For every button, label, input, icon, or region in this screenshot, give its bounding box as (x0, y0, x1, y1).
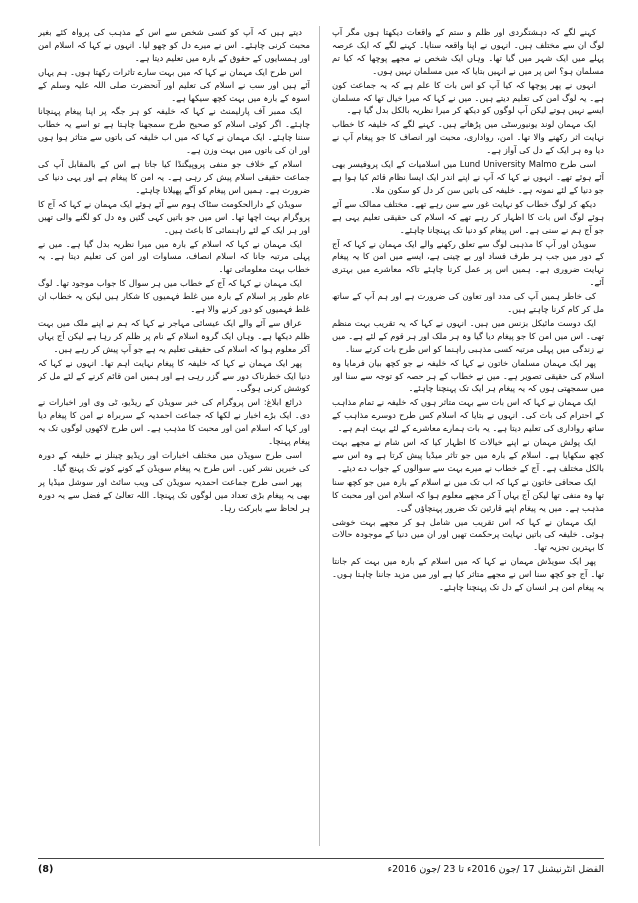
page-number: (8) (38, 863, 54, 875)
paragraph: دیکھ کر لوگ خطاب کو نہایت غور سے سن رہے تھے۔ مختلف ممالک سے آئے ہوئے لوگ اس بات کا اظہار کر رہے تھے کہ اسلام کی حقیقی تعلیم یہی ہے جو آج ہم نے سنی ہے۔ اس پیغام کو دنیا تک پہنچانا چاہئے۔ (332, 198, 604, 235)
paragraph: کہنے لگے کہ دہشتگردی اور ظلم و ستم کے واقعات دیکھتا ہوں مگر آپ لوگ ان سے مختلف ہیں۔ انہوں نے اپنا واقعہ سنایا۔ کہنے لگے کہ ایک عرصہ پہلے میں ایک شہر میں گیا تھا۔ وہاں ایک شخص نے مجھے پوچھا کہ کیا تم مسلمان ہو؟ اس پر میں نے انہیں بتایا کہ میں مسلمان نہیں ہوں۔ (332, 27, 604, 76)
paragraph: ایک مہمان نے کہا کہ اسلام کے بارہ میں میرا نظریہ بدل گیا ہے۔ میں نے پہلی مرتبہ جانا کہ اسلام انصاف، مساوات اور امن کی تعلیم دیتا ہے۔ یہ خطاب بہت معلوماتی تھا۔ (38, 238, 310, 275)
paragraph: ایک پولش مہمان نے اپنے خیالات کا اظہار کیا کہ اس شام نے مجھے بہت کچھ سکھایا ہے۔ اسلام کے بارہ میں جو تاثر میڈیا پیش کرتا ہے وہ اس سے بالکل مختلف ہے۔ آج کے خطاب نے میرے بہت سے سوالوں کے جواب دے دیئے۔ (332, 437, 604, 473)
paragraph: ایک مہمان لوند یونیورسٹی میں پڑھاتے ہیں۔ کہنے لگے کہ خلیفہ کا خطاب نہایت اثر رکھنے والا تھا۔ امن، رواداری، محبت اور انصاف کا جو پیغام آپ نے دیا وہ ہر ایک کے دل کی آواز ہے۔ (332, 119, 604, 156)
right-column (332, 26, 604, 846)
paragraph: عراق سے آئے والے ایک عیسائی مہاجر نے کہا کہ ہم نے اپنے ملک میں بہت ظلم دیکھا ہے۔ وہاں ایک گروہ اسلام کے نام پر ظلم کر رہا ہے لیکن آج یہاں آکر معلوم ہوا کہ اسلام کی حقیقی تعلیم یہ ہے جو آپ پیش کر رہے ہیں۔ (38, 317, 310, 354)
paragraph: سویڈن کے دارالحکومت سٹاک ہوم سے آئے ہوئے ایک مہمان نے کہا کہ آج کا پروگرام بہت اچھا تھا۔ اس میں جو باتیں کہی گئیں وہ دل کو لگنے والی تھیں اور ہر ایک کے لئے راہنمائی کا باعث ہیں۔ (38, 198, 310, 235)
paragraph: انہوں نے پھر پوچھا کہ کیا آپ کو اس بات کا علم ہے کہ یہ جماعت کون ہے۔ یہ لوگ امن کی تعلیم دیتے ہیں۔ میں نے کہا کہ میرا خیال تھا کہ مسلمان ایسے نہیں ہوتے لیکن آپ لوگوں کو دیکھ کر میرا نظریہ بالکل بدل گیا ہے۔ (332, 79, 604, 116)
paragraph: پھر ایک سویڈش مہمان نے کہا کہ میں اسلام کے بارہ میں بہت کم جانتا تھا۔ آج جو کچھ سنا اس نے مجھے متاثر کیا ہے اور میں مزید جاننا چاہتا ہوں۔ یہ پیغام امن ہر انسان کے دل تک پہنچنا چاہئے۔ (332, 556, 604, 593)
paragraph: پھر ایک مہمان مسلمان خاتون نے کہا کہ خلیفہ نے جو کچھ بیان فرمایا وہ اسلام کی حقیقی تصویر ہے۔ میں نے خطاب کے ہر حصہ کو توجہ سے سنا اور میں سمجھتی ہوں کہ یہ پیغام ہر ایک تک پہنچنا چاہئے۔ (332, 357, 604, 394)
paragraph: ایک صحافی خاتون نے کہا کہ اب تک میں نے اسلام کے بارہ میں جو کچھ سنا تھا وہ منفی تھا لیکن آج یہاں آ کر مجھے معلوم ہوا کہ اسلام امن اور محبت کا مذہب ہے۔ میں یہ پیغام اپنے قارئین تک ضرور پہنچاؤں گی۔ (332, 476, 604, 513)
paragraph: پھر اسی طرح جماعت احمدیہ سویڈن کی ویب سائٹ اور سوشل میڈیا پر بھی یہ پیغام بڑی تعداد میں لوگوں تک پہنچا۔ اللہ تعالیٰ کے فضل سے یہ دورہ ہر لحاظ سے بابرکت رہا۔ (38, 476, 310, 513)
page-footer (38, 858, 604, 879)
column-divider (319, 26, 320, 846)
paragraph: اسی طرح Lund University Malmo میں اسلامیات کے ایک پروفیسر بھی آئے ہوئے تھے۔ انہوں نے کہا کہ آپ نے اپنے اندر ایک ایسا نظام قائم کیا ہوا ہے جو دنیا کے لئے نمونہ ہے۔ خلیفہ کی باتیں سن کر دل کو سکون ملا۔ (332, 159, 604, 195)
paragraph: اسی طرح سویڈن میں مختلف اخبارات اور ریڈیو چینلز نے خلیفہ کے دورہ کی خبریں نشر کیں۔ اس طرح یہ پیغام سویڈن کے کونے کونے تک پہنچ گیا۔ (38, 450, 310, 473)
paragraph: ایک مہمان نے کہا کہ اس بات سے بہت متاثر ہوں کہ خلیفہ نے تمام مذاہب کے احترام کی بات کی۔ انہوں نے بتایا کہ اسلام کس طرح دوسرے مذاہب کے ساتھ رواداری کی تعلیم دیتا ہے۔ یہ بات ہمارے معاشرے کے لئے بہت اہم ہے۔ (332, 397, 604, 434)
left-column (38, 26, 310, 846)
paragraph: دیتے ہیں کہ آپ کو کسی شخص سے اس کے مذہب کی پرواہ کئے بغیر محبت کرنی چاہئے۔ اس نے میرے دل کو چھو لیا۔ انہوں نے کہا کہ اسلام امن اور ہمسایوں کے حقوق کے بارہ میں تعلیم دیتا ہے۔ (38, 27, 310, 63)
paragraph: اس طرح ایک مہمان نے کہا کہ میں بہت سارے تاثرات رکھتا ہوں۔ ہم یہاں آئے ہیں اور سب نے اسلام کی تعلیم اور آنحضرت صلی اللہ علیہ وسلم کے اسوہ کے بارہ میں بہت کچھ سیکھا ہے۔ (38, 66, 310, 103)
paragraph: پھر ایک مہمان نے کہا کہ خلیفہ کا پیغام نہایت اہم تھا۔ انہوں نے کہا کہ دنیا ایک خطرناک دور سے گزر رہی ہے اور ہمیں امن قائم کرنے کے لئے مل کر کوشش کرنی ہوگی۔ (38, 357, 310, 394)
paragraph: اسلام کے خلاف جو منفی پروپیگنڈا کیا جاتا ہے اس کے بالمقابل آپ کی جماعت حقیقی اسلام پیش کر رہی ہے۔ یہ امن کا پیغام ہے اور یہی دنیا کی ضرورت ہے۔ ہمیں اس پیغام کو آگے پھیلانا چاہئے۔ (38, 159, 310, 195)
paragraph: ایک مہمان نے کہا کہ اس تقریب میں شامل ہو کر مجھے بہت خوشی ہوئی۔ خلیفہ کی باتیں نہایت پرحکمت تھیں اور ان میں دنیا کے موجودہ حالات کا بہترین تجزیہ تھا۔ (332, 516, 604, 553)
paragraph: ایک مہمان نے کہا کہ آج کے خطاب میں ہر سوال کا جواب موجود تھا۔ لوگ عام طور پر اسلام کے بارہ میں غلط فہمیوں کا شکار ہیں لیکن یہ خطاب ان غلط فہمیوں کو دور کرنے والا ہے۔ (38, 278, 310, 315)
issue-folio: الفضل انٹرنیشنل 17 /جون 2016ء تا 23 /جون 2016ء (387, 863, 604, 875)
paragraph: ایک ممبر آف پارلیمنٹ نے کہا کہ خلیفہ کو ہر جگہ پر اپنا پیغام پہنچانا چاہئے۔ اگر کوئی اسلام کو صحیح طرح سمجھنا چاہتا ہے تو اسے یہ خطاب سننا چاہئے۔ ایک مہمان نے کہا کہ میں اب خلیفہ کی باتوں سے متاثر ہوا ہوں اور ان کی باتوں میں بہت وزن ہے۔ (38, 106, 310, 156)
paragraph: ذرائع ابلاغ: اس پروگرام کی خبر سویڈن کے ریڈیو، ٹی وی اور اخبارات نے دی۔ ایک بڑے اخبار نے لکھا کہ جماعت احمدیہ کے سربراہ نے امن کا پیغام دیا اور کہا کہ اسلام امن اور محبت کا مذہب ہے۔ اس طرح لاکھوں لوگوں تک یہ پیغام پہنچا۔ (38, 397, 310, 447)
paragraph: کی خاطر ہمیں آپ کی مدد اور تعاون کی ضرورت ہے اور ہم آپ کے ساتھ مل کر کام کرنا چاہتے ہیں۔ (332, 291, 604, 315)
article-columns (38, 26, 604, 846)
paragraph: ایک دوست مائیکل بزنس میں ہیں۔ انہوں نے کہا کہ یہ تقریب بہت منظم تھی۔ اس میں امن کا جو پیغام دیا گیا وہ ہر ملک اور ہر قوم کے لئے ہے۔ میں نے زندگی میں پہلی مرتبہ کسی مذہبی راہنما کو اس طرح بات کرتے سنا۔ (332, 317, 604, 354)
paragraph: سویڈن اور آپ کا مذہبی لوگ سے تعلق رکھنے والے ایک مہمان نے کہا کہ آج کے دور میں جب ہر طرف فساد اور بے چینی ہے، ایسے میں امن کا یہ پیغام نہایت ضروری ہے۔ ہمیں اس پر عمل کرنا چاہئے تاکہ معاشرے میں بہتری آئے۔ (332, 238, 604, 288)
